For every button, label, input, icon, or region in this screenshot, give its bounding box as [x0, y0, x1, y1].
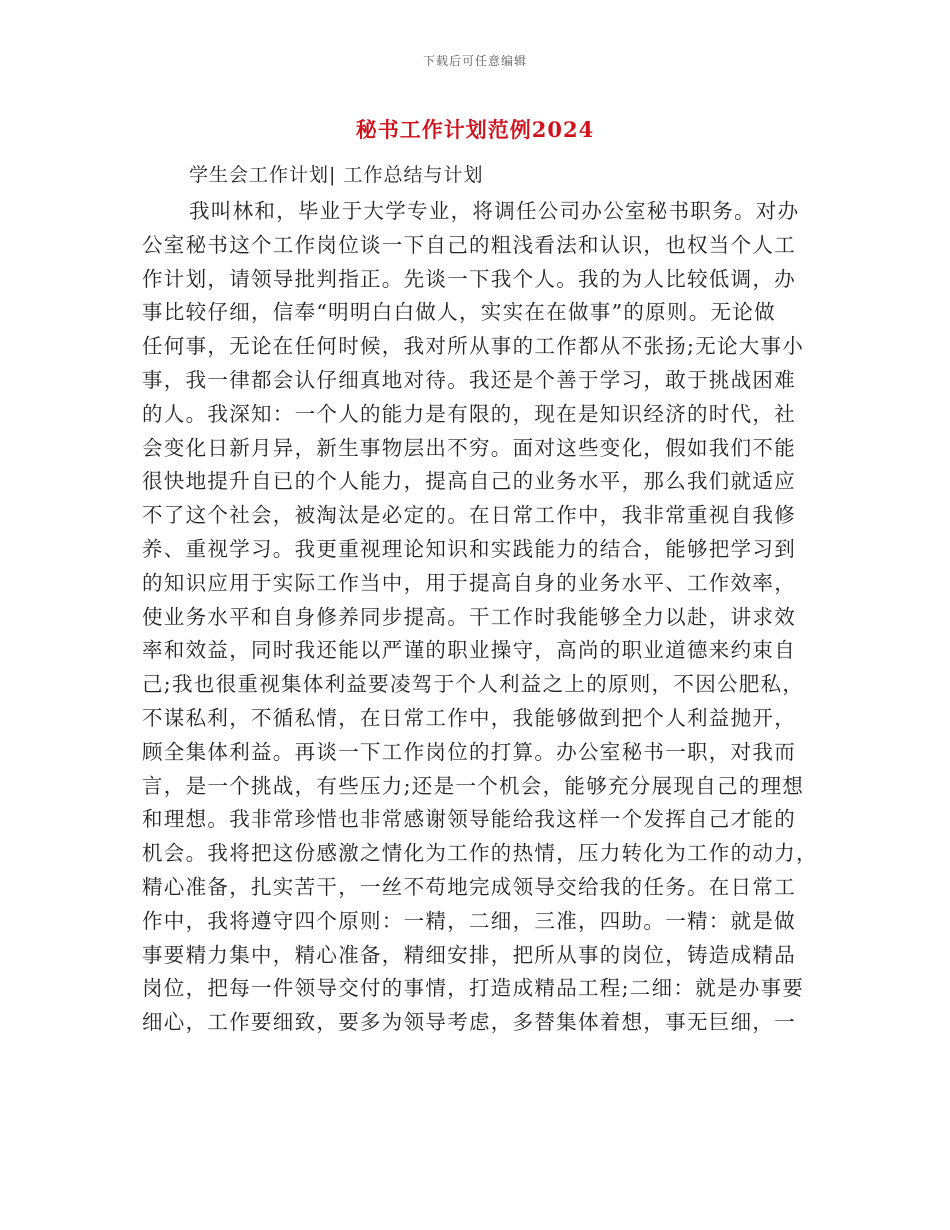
paragraph-line: 不了这个社会，被淘汰是必定的。在日常工作中，我非常重视自我修 — [142, 503, 796, 528]
document-title: 秘书工作计划范例2024 — [355, 117, 595, 142]
paragraph-line: 率和效益，同时我还能以严谨的职业操守，高尚的职业道德来约束自 — [142, 638, 796, 663]
paragraph-line: 公室秘书这个工作岗位谈一下自己的粗浅看法和认识，也权当个人工 — [142, 232, 796, 257]
paragraph-line: 任何事，无论在任何时候，我对所从事的工作都从不张扬;无论大事小 — [142, 334, 805, 359]
document-subtitle: 学生会工作计划| 工作总结与计划 — [189, 164, 484, 186]
paragraph-line: 我叫林和，毕业于大学专业，将调任公司办公室秘书职务。对办 — [189, 199, 800, 223]
paragraph-line: 机会。我将把这份感激之情化为工作的热情，压力转化为工作的动力， — [142, 841, 818, 866]
body-paragraph — [142, 195, 818, 1040]
paragraph-line: 和理想。我非常珍惜也非常感谢领导能给我这样一个发挥自己才能的 — [142, 807, 796, 832]
paragraph-line: 事，我一律都会认仔细真地对待。我还是个善于学习，敢于挑战困难 — [142, 367, 796, 392]
paragraph-line: 言，是一个挑战，有些压力;还是一个机会，能够充分展现自己的理想 — [142, 773, 805, 798]
paragraph-line: 事要精力集中，精心准备，精细安排，把所从事的岗位，铸造成精品 — [142, 942, 796, 967]
paragraph-line: 作计划，请领导批判指正。先谈一下我个人。我的为人比较低调，办 — [142, 266, 796, 291]
paragraph-line: 养、重视学习。我更重视理论知识和实践能力的结合，能够把学习到 — [142, 536, 796, 561]
paragraph-line: 细心，工作要细致，要多为领导考虑，多替集体着想，事无巨细，一 — [142, 1010, 796, 1035]
paragraph-line: 岗位，把每一件领导交付的事情，打造成精品工程;二细：就是办事要 — [142, 976, 805, 1001]
paragraph-line: 作中，我将遵守四个原则：一精，二细，三准，四助。一精：就是做 — [142, 908, 796, 933]
paragraph-line: 会变化日新月异，新生事物层出不穷。面对这些变化，假如我们不能 — [142, 435, 796, 460]
paragraph-line: 很快地提升自已的个人能力，提高自己的业务水平，那么我们就适应 — [142, 469, 796, 494]
paragraph-line: 事比较仔细，信奉“明明白白做人，实实在在做事”的原则。无论做 — [142, 300, 776, 325]
paragraph-line: 精心准备，扎实苦干，一丝不苟地完成领导交给我的任务。在日常工 — [142, 874, 796, 899]
paragraph-line: 不谋私利，不循私情，在日常工作中，我能够做到把个人利益抛开， — [142, 705, 796, 730]
paragraph-line: 己;我也很重视集体利益要凌驾于个人利益之上的原则，不因公肥私， — [142, 672, 805, 697]
paragraph-line: 顾全集体利益。再谈一下工作岗位的打算。办公室秘书一职，对我而 — [142, 739, 796, 764]
page-header-note: 下载后可任意编辑 — [422, 54, 527, 68]
paragraph-line: 的知识应用于实际工作当中，用于提高自身的业务水平、工作效率， — [142, 570, 796, 595]
paragraph-line: 使业务水平和自身修养同步提高。干工作时我能够全力以赴，讲求效 — [142, 604, 796, 629]
paragraph-line: 的人。我深知：一个人的能力是有限的，现在是知识经济的时代，社 — [142, 401, 796, 426]
